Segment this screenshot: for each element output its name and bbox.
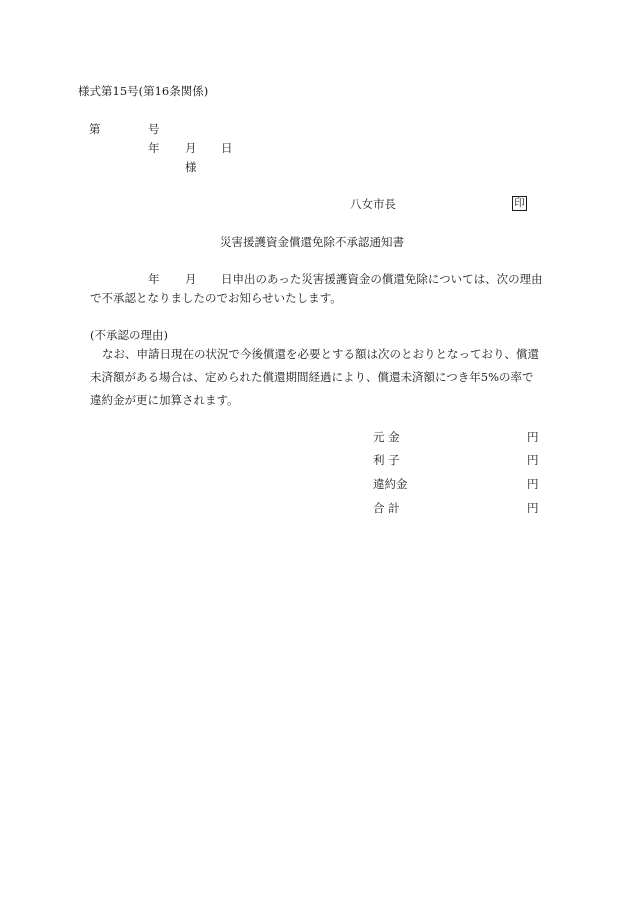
amount-label: 元 金: [373, 430, 400, 444]
amount-unit: 円: [527, 430, 539, 444]
form-number: 様式第15号(第16条関係): [78, 84, 209, 98]
amount-label: 利 子: [373, 453, 400, 467]
body-year: 年: [148, 272, 160, 286]
amount-unit: 円: [527, 501, 539, 515]
date-day: 日: [221, 141, 233, 155]
date-year: 年: [148, 141, 160, 155]
amount-unit: 円: [527, 453, 539, 467]
reason-paragraph: なお、申請日現在の状況で今後償還を必要とする額は次のとおりとなっており、償還未済額がある場合は、定められた償還期間経過により、償還未済額につき年5%の率で違約金が更に加算されます。: [90, 347, 539, 407]
date-month: 月: [185, 141, 197, 155]
reason-heading: (不承認の理由): [90, 328, 168, 342]
seal-mark: 印: [512, 196, 527, 211]
body-line1: 日申出のあった災害援護資金の償還免除については、次の理由: [221, 272, 543, 286]
amount-label: 合 計: [373, 501, 400, 515]
amount-unit: 円: [527, 477, 539, 491]
body-month: 月: [185, 272, 197, 286]
issuer-name: 八女市長: [350, 197, 396, 211]
addressee-suffix: 様: [185, 160, 197, 174]
body-line2: で不承認となりましたのでお知らせいたします。: [90, 291, 342, 305]
document-title: 災害援護資金償還免除不承認通知書: [220, 235, 404, 249]
doc-number-dai: 第: [89, 122, 101, 136]
amount-label: 違約金: [373, 477, 408, 491]
doc-number-go: 号: [148, 122, 160, 136]
